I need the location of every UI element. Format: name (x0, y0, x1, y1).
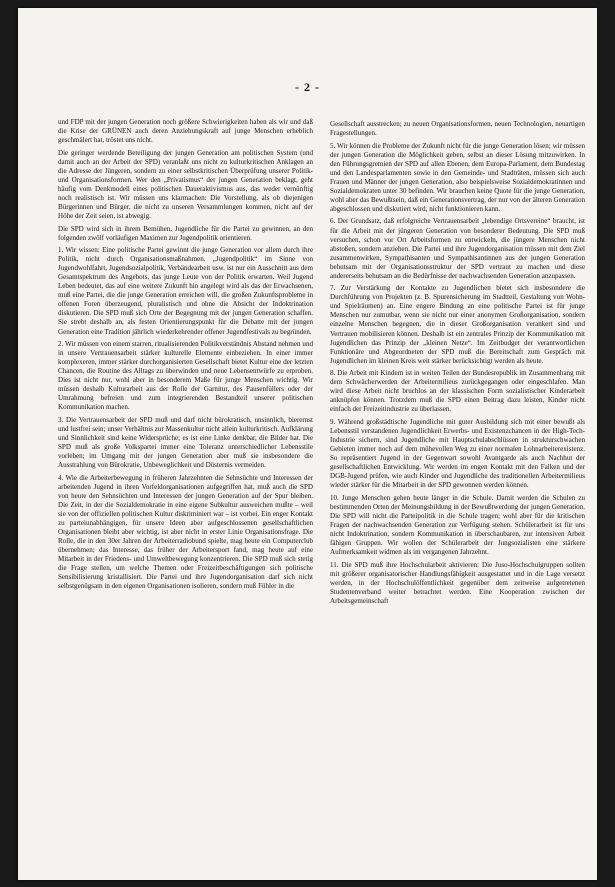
page-number: - 2 - (295, 80, 320, 94)
paragraph: 4. Wie die Arbeiterbewegung in früheren Jahrzehnten die Sehnsüchte und Interessen der arbeitenden Jugend in ihren Vorfeldorganisationen aufgegriffen hat, muß auch die SPD von heute den Sehnsüchten und Interessen der jungen Generation auf der Spur bleiben. Die Zeit, in der die Sozialdemokratie in eine eigene Subkultur ausweichen mußte – weil sie von der offiziellen politischen Kultur diskriminiert war – ist vorbei. Ein enger Kontakt zu parteiunabhängigen, für unsere Ideen aber aufgeschlossenen gesellschaftlichen Organisationen bleibt aber wichtig, ist aber nicht in erster Linie Organisationsfrage. Die Rolle, die in den 30er Jahren der Arbeiterradiobund spielte, mag heute ein Computerclub übernehmen; das Interesse, das früher der Arbeitersport fand, mag heute auf eine Mitarbeit in der Friedens- und Umweltbewegung konzentrieren. Die SPD muß sich stetig die Frage stellen, um welche Themen oder Freizeitbeschäftigungen sich politische Sensibilisierung kristallisiert. Die Partei und ihre Jugendorganisation darf sich nicht selbstgenügsam in den eigenen Organisationen isolieren, sondern muß Fühler in die (58, 473, 313, 591)
paragraph: 11. Die SPD muß ihre Hochschularbeit aktivieren: Die Juso-Hochschulgruppen sollten mit größerer organisatorischer Handlungsfähigkeit ausgestattet und in die Lage versetzt werden, in der Hochschulöffentlichkeit gegenüber dem zeitweise aufgetretenen Studentenverband weiter betrachtet werden. Eine Kooperation zwischen der Arbeitsgemeinschaft (330, 560, 585, 605)
paragraph: 6. Der Grundsatz, daß erfolgreiche Vertrauensarbeit „lebendige Ortsvereine“ braucht, ist für die Arbeit mit der jüngeren Generation von besonderer Bedeutung. Die SPD muß versuchen, schon vor Ort Arbeitsformen zu entwickeln, die jüngere Menschen nicht abstoßen, sondern anziehen. Die Partei und ihre Jugendorganisation müssen mit dem Ziel zusammenwirken, Sympathisanten und Sympathisantinnen aus der jungen Generation behutsam mit der Organisationsstruktur der SPD vertraut zu machen und diese andererseits behutsam an die Bedürfnisse der nachwachsenden Generation anzupassen. (330, 217, 585, 280)
left-column (58, 118, 313, 868)
paragraph: 2. Wir müssen von einem starren, ritualisierenden Politikverständnis Abstand nehmen und in unsere Vertrauensarbeit stärker kulturelle Elemente einbeziehen. In einer immer komplexeren, immer stärker durchorganisierten Gesellschaft bietet Kultur eine der letzten Chancen, die Routine des Alltags zu überwinden und neue Lebensentwürfe zu erproben. Dies ist nicht nur, wohl aber in besonderem Maße für junge Menschen wichtig. Wir müssen deshalb Kulturarbeit aus der Rolle der Garnitur, des Pausenfüllers oder der Umrahmung befreien und zum integrierenden Bestandteil unserer politischen Kommunikation machen. (58, 340, 313, 412)
paragraph: 7. Zur Verstärkung der Kontakte zu Jugendlichen bietet sich insbesondere die Durchführung von Projekten (z. B. Spurensicherung im Stadtteil, Gestaltung von Wohn- und Spielräumen) an. Eine engere Bindung an eine politische Partei ist für junge Menschen nur zumutbar, wenn sie nicht nur einer anonymen Großorganisation, sondern einzelne Menschen begegnen, die in dieser Großorganisation verankert sind und Vertrauen mobilisieren können. Deshalb ist ein zentrales Prinzip der Kommunikation mit Jugendlichen das Prinzip der „kleinen Netze“. Im Zeitbudget der verantwortlichen Funktionäre und Abgeordneten der SPD muß die Bereitschaft zum Gespräch mit Jugendlichen im kleinen Kreis weit stärker berücksichtigt werden als heute. (330, 284, 585, 365)
paragraph: und FDP mit der jungen Generation noch größere Schwierigkeiten haben als wir und daß die Krise der GRÜNEN auch deren Anziehungskraft auf junge Menschen erheblich geschmälert hat, tröstet uns nicht. (58, 118, 313, 145)
document-page (18, 8, 597, 880)
paragraph: Gesellschaft ausstrecken; zu neuen Organisationsformen, neuen Technologien, neuartigen Fragestellungen. (330, 120, 585, 138)
paragraph: Die SPD wird sich in ihrem Bemühen, Jugendliche für die Partei zu gewinnen, an den folgenden zwölf vorläufigen Maximen zur Jugendpolitik orientieren. (58, 224, 313, 242)
paragraph: 1. Wir wissen: Eine politische Partei gewinnt die junge Generation vor allem durch ihre Politik, nicht durch Organisationsmaßnahmen. „Jugendpolitik“ im Sinne von Jugendwohlfahrt, Jugendsozialpolitik, Verbändearbeit usw. ist nur ein Ausschnitt aus dem Gesamtspektrum des Angebots, das junge Leute von der Politik erwarten. Weil Jugend Leben bedeutet, das auf eine weitere Zukunft hin angelegt wird als das der Erwachsenen, muß eine Partei, die die junge Generation erreichen will, die großen Zukunftsprobleme in offenen Foren überzeugend, pluralistisch und ohne die Absicht der Indoktrination diskutieren. Die SPD muß sich Orte der Begegnung mit der jungen Generation schaffen. Sie strebt deshalb an, als festen Orientierungspunkt für die Debatte mit der jungen Generation eine Tradition jährlich wiederkehrender offener Jugendfestivals zu begründen. (58, 246, 313, 336)
paragraph: 10. Junge Menschen gehen heute länger in die Schule. Damit werden die Schulen zu bestimmenden Orten der Meinungsbildung in der Bewußtwerdung der jungen Generation. Die SPD will nicht die Parteipolitik in die Schule tragen; wohl aber für die kritischen Fragen der nachwachsenden Generation zur Verfügung stehen. Schülerarbeit ist für uns nicht Indoktrination, sondern Kommunikation in überschaubaren, zur intensiven Arbeit fähigen Gruppen. Wir wollen der Schülerarbeit der Jungsozialisten eine stärkere Aufmerksamkeit widmen als im vergangenen Jahrzehnt. (330, 493, 585, 557)
paragraph: 8. Die Arbeit mit Kindern ist in weiten Teilen der Bundesrepublik im Zusammenhang mit dem Schwächerwerden der Arbeitermilieus zurückgegangen oder eingeschlafen. Man wird diese Arbeit nicht bruchlos an der klassischen Form sozialistischer Kinderarbeit anknüpfen können. Trotzdem muß die SPD einen Beitrag dazu leisten, Kinder nicht einfach der Freizeitindustrie zu überlassen. (330, 369, 585, 414)
right-column (330, 120, 585, 870)
paragraph: 3. Die Vertrauensarbeit der SPD muß und darf nicht bürokratisch, unsinnlich, bierernst und lustfrei sein; unser Verhältnis zur Massenkultur nicht allein kulturkritisch. Aufklärung und Sinnlichkeit sind keine Widersprüche; es ist eine Linke denkbar, die Bilder hat. Die SPD muß als große Volkspartei immer eine Toleranz unterschiedlicher Lebensstile vorleben; im Umgang mit der jungen Generation aber muß sie insbesondere die Ausstrahlung von Bürokratie, Unbeweglichkeit und Düsternis vermeiden. (58, 415, 313, 470)
paragraph: 9. Während großstädtische Jugendliche mit guter Ausbildung sich mit einer bewußt als Lebensstil verstandenen Jugendlichkeit Erwerbs- und Existenzchancen in der High-Tech-Industrie sichern, sind Jugendliche mit Hauptschulabschlüssen in strukturschwachen Gebieten immer noch auf dem mühevollen Weg zu einer normalen Lohnarbeiterexistenz. So repräsentiert Jugend in der Gegenwart sowohl Avantgarde als auch Nachhut der gesellschaftlichen Entwicklung. Wir werden im engen Kontakt mit den Falken und der DGB-Jugend prüfen, wie auch Kinder und Jugendliche des traditionellen Arbeitermilieus wieder stärker für die Mitarbeit in der SPD gewonnen werden können. (330, 417, 585, 490)
paragraph: 5. Wir können die Probleme der Zukunft nicht für die junge Generation lösen; wir müssen der jungen Generation die Möglichkeit geben, selbst an dieser Lösung mitzuwirken. In den Führungsgremien der SPD auf allen Ebenen, dem Europa-Parlament, dem Bundestag und den Landesparlamenten sowie in den Gemeinde- und Stadträten, müssen sich auch Frauen und Männer der jungen Generation, also beispielsweise Sozialdemokratinnen und Sozialdemokraten unter 30 befinden. Wir brauchen keine Quote für die junge Generation, wohl aber das Bewußtsein, daß ein Generationsvertrag, der nur von der älteren Generation abgeschlossen und diskutiert wird, nicht funktionieren kann. (330, 141, 585, 213)
paragraph: Die geringer werdende Beteiligung der jungen Generation am politischen System (und damit auch an der Arbeit der SPD) veranlaßt uns nicht zu kulturkritischen Anklagen an die Adresse der Jüngeren, sondern zu einer selbstkritischen Überprüfung unserer Politik- und Organisationsformen. Wer den „Privatismus“ der jungen Generation beklagt, geht häufig vom Denkmodell eines politischen Daueraktivismus aus, das weder vernünftig noch realistisch ist. Wir müssen uns klarmachen: Die Vorstellung, als ob diejenigen Bürgerinnen und Bürger, die nicht zu unseren Versammlungen kommen, nicht auf der Höhe der Zeit seien, ist abwegig. (58, 148, 313, 220)
